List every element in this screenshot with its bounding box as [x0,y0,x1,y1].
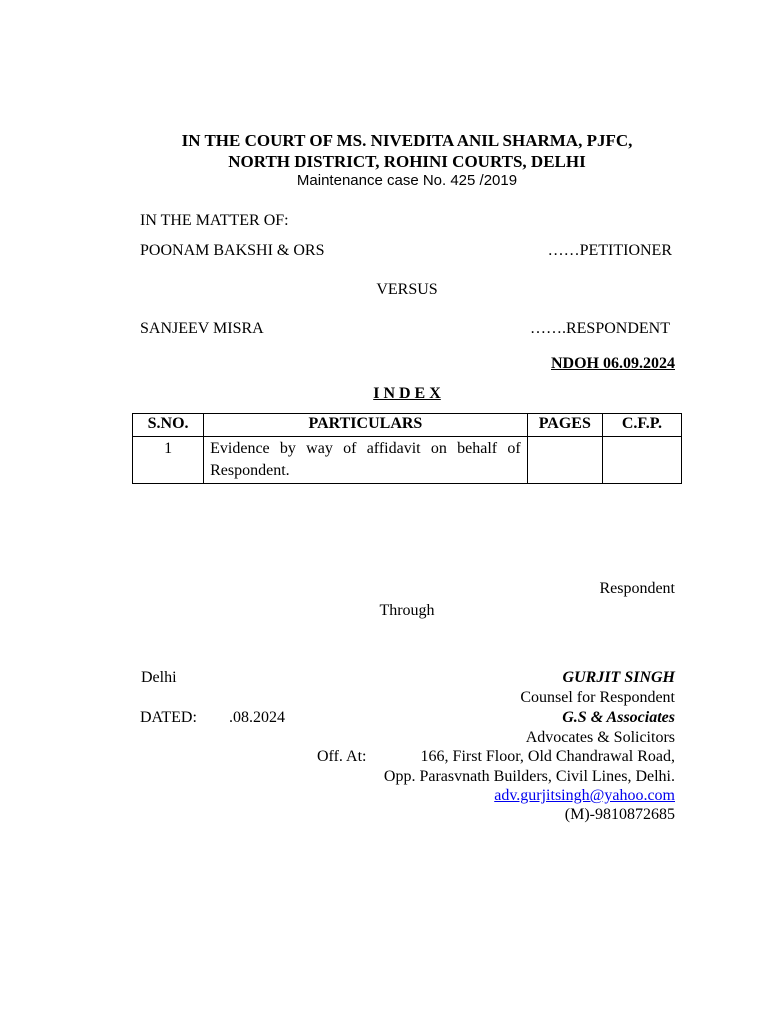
row-pages [527,437,602,484]
row-sno: 1 [133,437,204,484]
index-header-row [133,414,682,437]
counsel-name: GURJIT SINGH [562,669,675,686]
row-cfp [602,437,681,484]
through-label: Through [379,602,435,619]
court-title-line2: NORTH DISTRICT, ROHINI COURTS, DELHI [228,152,586,171]
versus-label: VERSUS [376,281,438,298]
in-the-matter-of: IN THE MATTER OF: [140,212,289,229]
email-link[interactable]: adv.gurjitsingh@yahoo.com [494,787,675,804]
address-line1: 166, First Floor, Old Chandrawal Road, [420,748,675,765]
respondent-name: SANJEEV MISRA [140,320,264,337]
case-number: Maintenance case No. 425 /2019 [296,172,518,189]
index-title: I N D E X [373,385,441,402]
address-line2: Opp. Parasvnath Builders, Civil Lines, Delhi. [383,768,675,785]
dated-label: DATED: [140,709,197,726]
counsel-role: Counsel for Respondent [520,689,675,706]
petitioner-name: POONAM BAKSHI & ORS [140,242,325,259]
col-sno-header: S.NO. [133,414,204,437]
petitioner-role: ……PETITIONER [547,242,672,259]
row-particulars: Evidence by way of affidavit on behalf of Respondent. [204,437,528,484]
respondent-role: …….RESPONDENT [529,320,670,337]
office-label: Off. At: [317,748,367,765]
firm-type: Advocates & Solicitors [525,729,675,746]
dated-value: .08.2024 [229,709,285,726]
table-row [133,437,682,484]
place: Delhi [141,669,177,686]
court-title-line1: IN THE COURT OF MS. NIVEDITA ANIL SHARMA, PJFC, [181,131,633,150]
col-cfp-header: C.F.P. [602,414,681,437]
firm-name: G.S & Associates [562,709,675,726]
ndoh-date: NDOH 06.09.2024 [551,355,675,372]
mobile-number: (M)-9810872685 [564,806,675,823]
col-pages-header: PAGES [527,414,602,437]
index-table [132,413,682,484]
col-particulars-header: PARTICULARS [204,414,528,437]
respondent-label: Respondent [599,580,675,597]
